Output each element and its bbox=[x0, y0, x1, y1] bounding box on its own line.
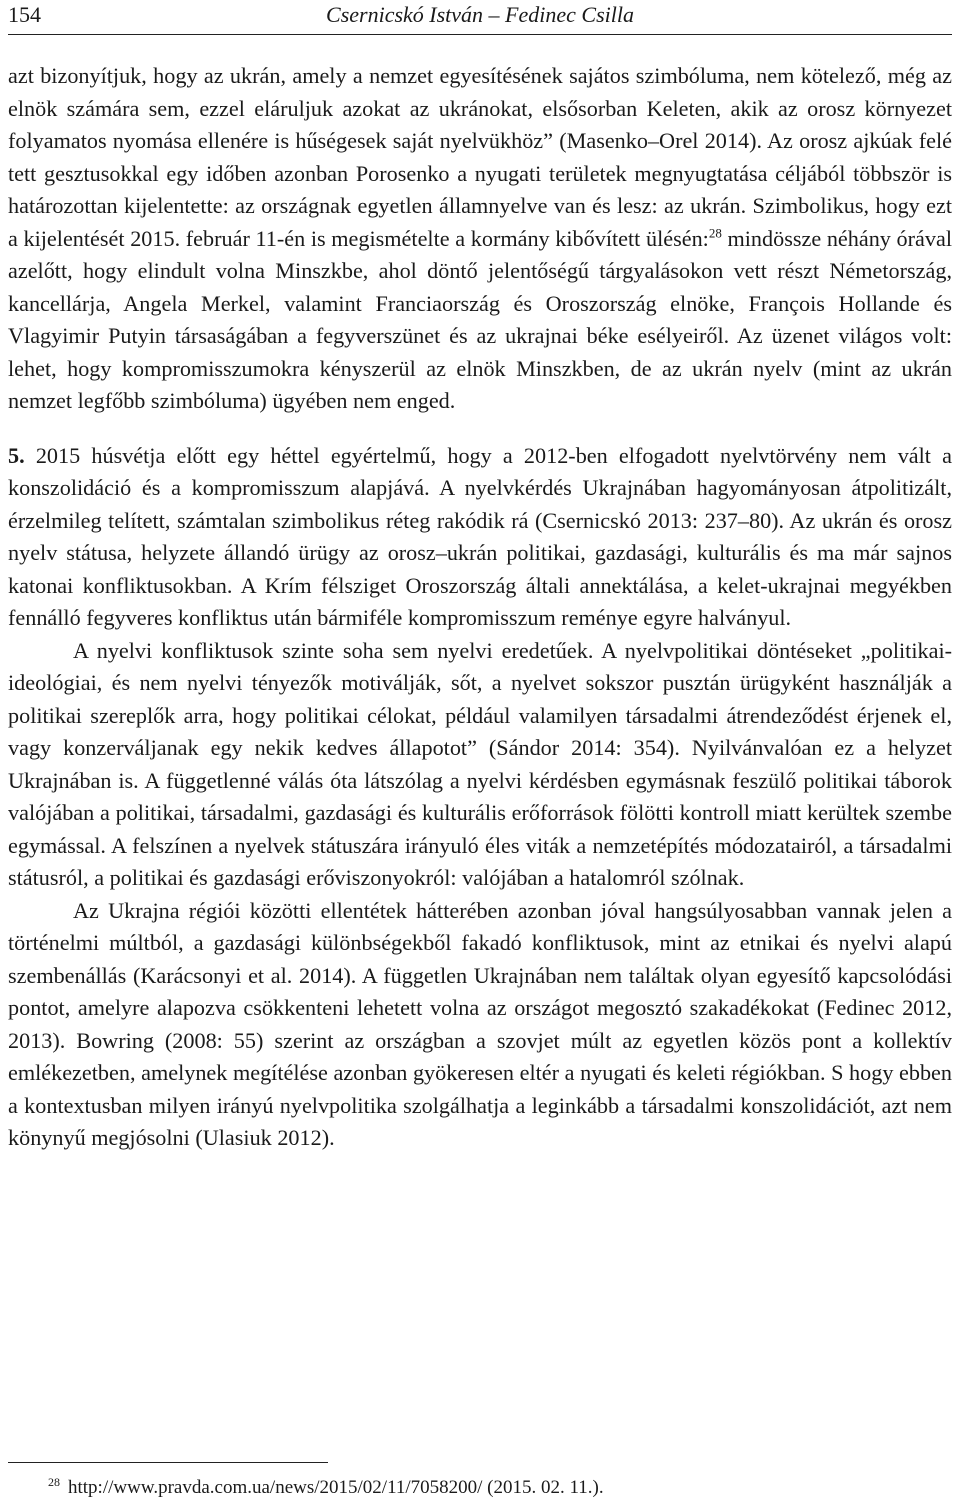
footnote-marker: 28 bbox=[48, 1475, 60, 1489]
footnote-url[interactable]: http://www.pravda.com.ua/news/2015/02/11/7058200/ (2015. 02. 11.). bbox=[68, 1477, 604, 1498]
footnote-divider bbox=[8, 1462, 328, 1463]
footnote-reference[interactable]: 28 bbox=[708, 225, 722, 241]
paragraph-3: A nyelvi konfliktusok szinte soha sem nyelvi eredetűek. A nyelvpolitikai döntéseket „politikai-ideológiai, és nem nyelvi tényezők motiválják, sőt, a nyelvet sokszor pusztán ürügyként használják a politikai szereplők arra, hogy politikai célokat, például valamilyen társadalmi átrendeződést érjenek el, vagy konzerváljanak egy nekik kedves állapotot” (Sándor 2014: 354). Nyilvánvalóan ez a helyzet Ukrajnában is. A függetlenné válás óta látszólag a nyelvi kérdésben egymásnak feszülő politikai táborok valójában a politikai, társadalmi, gazdasági és kulturális erőforrások fölötti kontroll miatt kerültek szembe egymással. A felszínen a nyelvek státuszára irányuló éles viták a nemzetépítés módozatairól, a társadalmi státusról, a politikai és gazdasági erőviszonyokról: valójában a hatalomról szólnak. bbox=[8, 637, 952, 890]
paragraph-1-text-b: mindössze néhány órával azelőtt, hogy elindult volna Minszkbe, ahol döntő jelentőségű tárgyalásokon vett részt Németország, kancellárja, Angela Merkel, valamint Franciaország és Oroszország elnöke, François Hollande és Vlagyimir Putyin társaságában a fegyverszünet és az ukrajnai béke esélyeiről. Az üzenet világos volt: lehet, hogy kompromisszumokra kényszerül az elnök Minszkben, de az ukrán nyelv (mint az ukrán nemzet legfőbb szimbóluma) ügyében nem enged. bbox=[8, 225, 952, 413]
section-number: 5. bbox=[8, 442, 25, 468]
paragraph-2 bbox=[8, 440, 952, 635]
paragraph-1-text-a: azt bizonyítjuk, hogy az ukrán, amely a nemzet egyesítésének sajátos szimbóluma, nem kötelező, még az elnök számára sem, ezzel eláruljuk azokat az ukránokat, elsősorban Keleten, akik az orosz környezet folyamatos nyomása ellenére is hűségesek saját nyelvükhöz” (Masenko–Orel 2014). Az orosz ajkúak felé tett gesztusokkal egy időben azonban Porosenko a nyugati területek megnyugtatása céljából többször is határozottan kijelentette: az országnak egyetlen államnyelve van és lesz: az ukrán. Szimbolikus, hogy ezt a kijelentését 2015. február 11-én is megismételte a kormány kibővített ülésén: bbox=[8, 63, 952, 251]
paragraph-4: Az Ukrajna régiói közötti ellentétek hátterében azonban jóval hangsúlyosabban vannak jelen a történelmi múltból, a gazdasági különbségekből fakadó konfliktusok, mint az etnikai és nyelvi alapú szembenállás (Karácsonyi et al. 2014). A független Ukrajnában nem találtak olyan egyesítő kapcsolódási pontot, amelyre alapozva csökkenteni lehetett volna az országot megosztó szakadékokat (Fedinec 2012, 2013). Bowring (2008: 55) szerint az országban a szovjet múlt az egyetlen közös pont a kollektív emlékezetben, amelynek megítélése azonban gyökeresen eltér a nyugati és keleti régiókban. S hogy ebben a kontextusban milyen irányú nyelvpolitika szolgálhatja a leginkább a társadalmi konszolidációt, azt nem könynyű megjósolni (Ulasiuk 2012). bbox=[8, 897, 952, 1150]
paragraph-1 bbox=[8, 60, 952, 418]
paragraph-2-text: 2015 húsvétja előtt egy héttel egyértelmű, hogy a 2012-ben elfogadott nyelvtörvény nem vált a konszolidáció és a kompromisszum alapjává. A nyelvkérdés Ukrajnában hagyományosan átpolitizált, érzelmileg telített, számtalan szimbolikus réteg rakódik rá (Csernicskó 2013: 237–80). Az ukrán és orosz nyelv státusa, helyzete állandó ürügy az orosz–ukrán politikai, gazdasági, kulturális és ma már sajnos katonai konfliktusokban. A Krím félsziget Oroszország általi annektálása, a kelet-ukrajnai megyékben fennálló fegyveres konfliktus után bármiféle kompromisszum reménye egyre halványul. bbox=[8, 442, 952, 630]
running-head: Csernicskó István – Fedinec Csilla bbox=[326, 2, 634, 27]
footnote bbox=[48, 1475, 604, 1500]
page-number: 154 bbox=[8, 2, 41, 27]
body-text bbox=[8, 60, 952, 1155]
page-header bbox=[8, 0, 952, 35]
